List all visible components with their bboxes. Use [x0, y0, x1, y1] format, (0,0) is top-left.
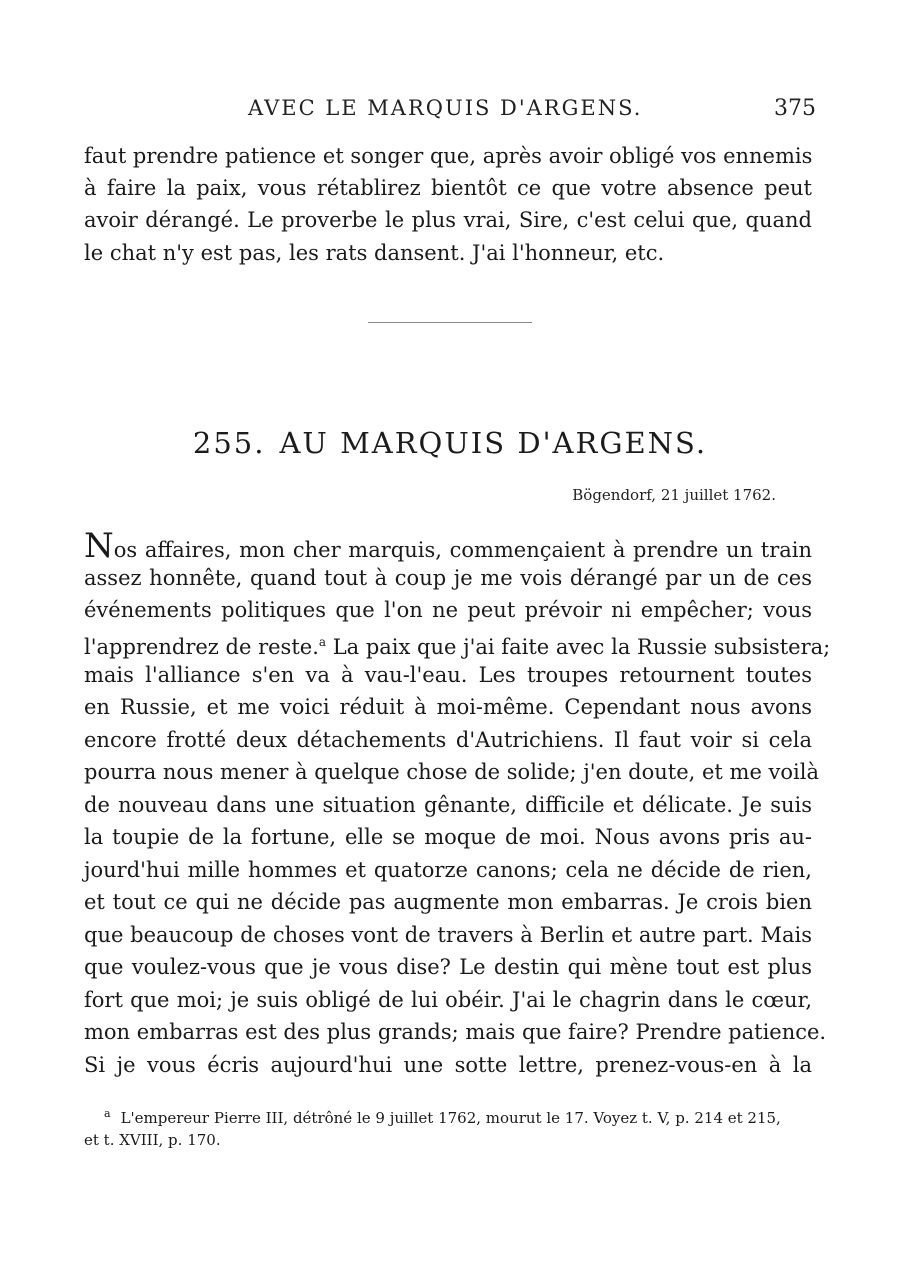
text-line: pourra nous mener à quelque chose de solide; j'en doute, et me voilà	[84, 760, 819, 784]
section-divider	[368, 322, 532, 323]
letter-heading	[0, 426, 900, 460]
text-line: faut prendre patience et songer que, après avoir obligé vos ennemis	[84, 144, 813, 168]
text-line-with-ref	[84, 626, 831, 659]
text-line: mais l'alliance s'en va à vau-l'eau. Les troupes retournent toutes	[84, 663, 812, 687]
page-number: 375	[774, 96, 816, 121]
text-line: Si je vous écris aujourd'hui une sotte lettre, prenez-vous-en à la	[84, 1053, 812, 1077]
text-line: événements politiques que l'on ne peut prévoir ni empêcher; vous	[84, 598, 812, 622]
running-title: AVEC LE MARQUIS D'ARGENS.	[248, 96, 643, 120]
drop-cap: N	[84, 526, 114, 566]
text-line: fort que moi; je suis obligé de lui obéir. J'ai le chagrin dans le cœur,	[84, 988, 812, 1012]
text-line: à faire la paix, vous rétablirez bientôt ce que votre absence peut	[84, 176, 812, 200]
letter-title: AU MARQUIS D'ARGENS.	[279, 426, 708, 460]
text-line: la toupie de la fortune, elle se moque de moi. Nous avons pris au-	[84, 825, 812, 849]
text-line: et tout ce qui ne décide pas augmente mon embarras. Je crois bien	[84, 890, 812, 914]
letter-number: 255.	[192, 426, 266, 460]
text-line: encore frotté deux détachements d'Autrichiens. Il faut voir si cela	[84, 728, 812, 752]
footnote-line	[84, 1102, 806, 1126]
text-line-first	[84, 526, 812, 566]
text-line: avoir dérangé. Le proverbe le plus vrai, Sire, c'est celui que, quand	[84, 208, 812, 232]
text-line: de nouveau dans une situation gênante, difficile et délicate. Je suis	[84, 793, 812, 817]
running-head	[84, 96, 816, 126]
first-line-text: os affaires, mon cher marquis, commençaient à prendre un train	[113, 538, 812, 562]
dateline: Bögendorf, 21 juillet 1762.	[572, 486, 776, 504]
footnote-line: et t. XVIII, p. 170.	[84, 1131, 221, 1149]
footnote-ref[interactable]: a	[318, 635, 327, 649]
text-line: que beaucoup de choses vont de travers à Berlin et autre part. Mais	[84, 923, 812, 947]
text-line: assez honnête, quand tout à coup je me vois dérangé par un de ces	[84, 566, 812, 590]
text-line: en Russie, et me voici réduit à moi-même. Cependant nous avons	[84, 695, 812, 719]
footnote-marker: a	[104, 1107, 111, 1120]
text-segment: La paix que j'ai faite avec la Russie subsistera;	[326, 635, 831, 659]
text-line: que voulez-vous que je vous dise? Le destin qui mène tout est plus	[84, 955, 812, 979]
text-line: mon embarras est des plus grands; mais que faire? Prendre patience.	[84, 1020, 827, 1044]
text-line: le chat n'y est pas, les rats dansent. J'ai l'honneur, etc.	[84, 241, 665, 265]
footnote-text: L'empereur Pierre III, détrôné le 9 juillet 1762, mourut le 17. Voyez t. V, p. 214 et 215,	[120, 1109, 781, 1127]
text-segment: l'apprendrez de reste.	[84, 635, 319, 659]
text-line: jourd'hui mille hommes et quatorze canons; cela ne décide de rien,	[84, 858, 812, 882]
